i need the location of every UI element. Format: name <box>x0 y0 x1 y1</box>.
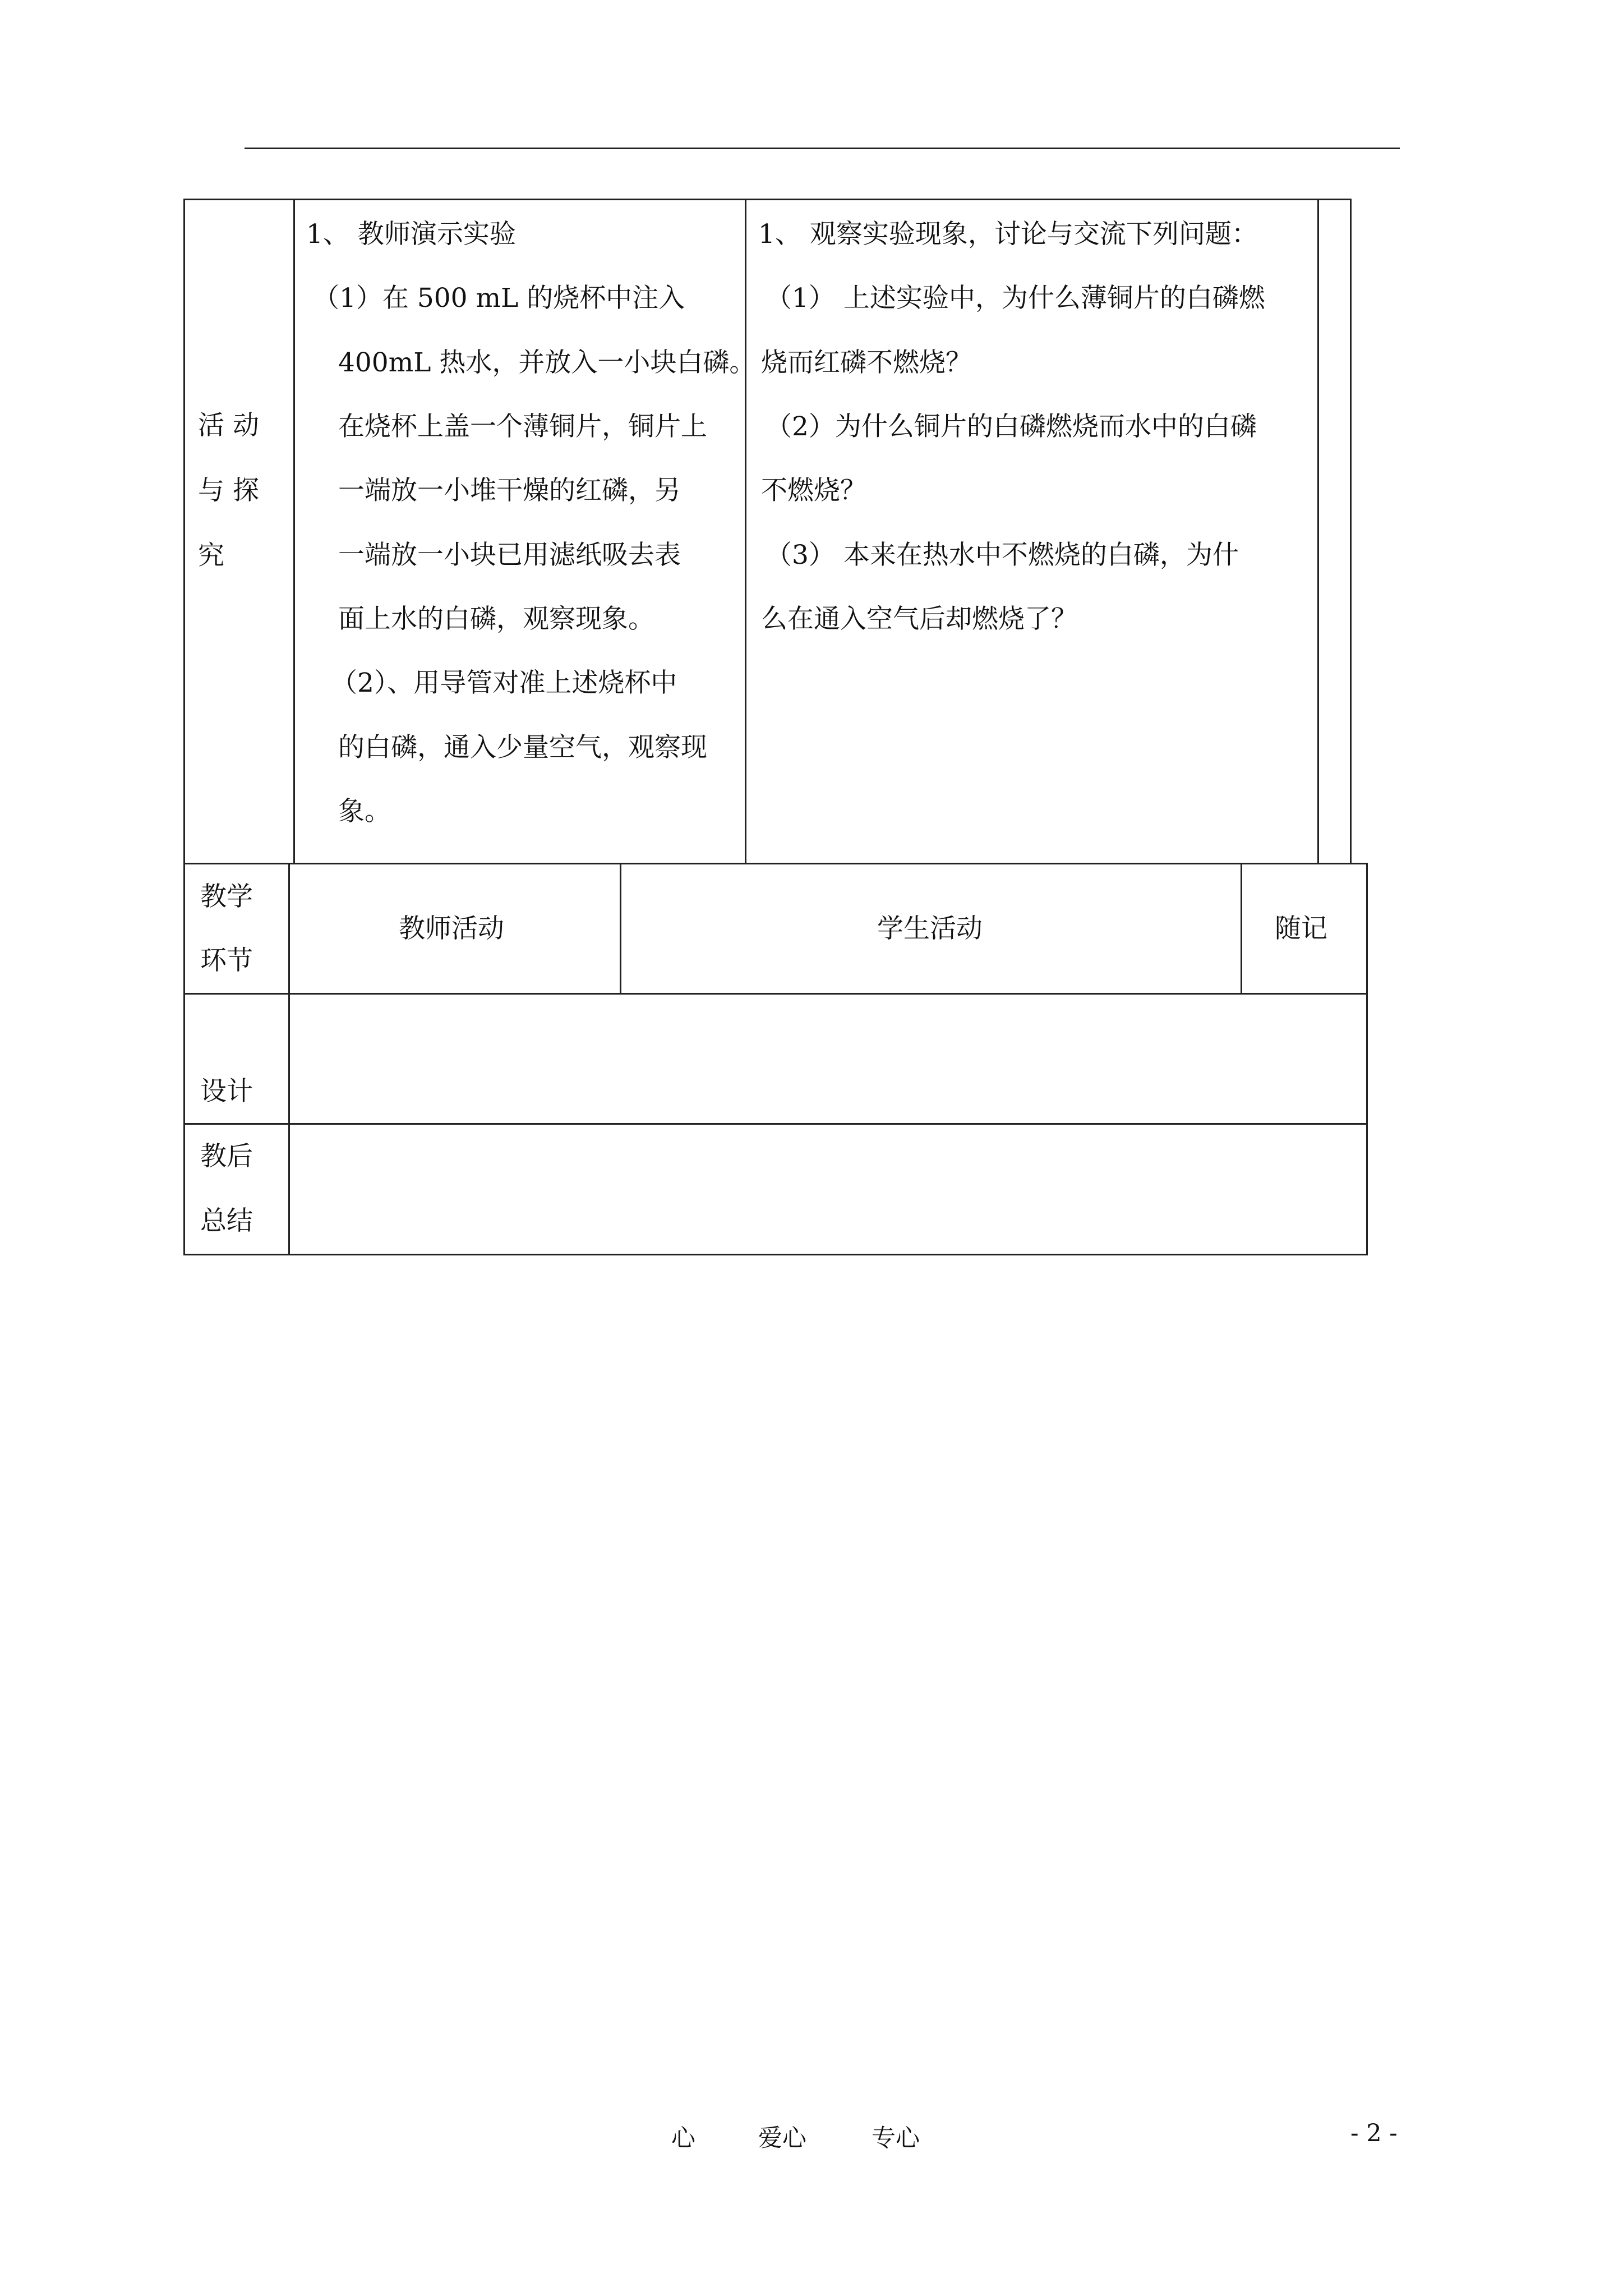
teacher-line-9: 的白磷，通入少量空气，观察现 <box>338 732 707 763</box>
summary-content-cell <box>288 1123 1368 1255</box>
teacher-line-4: 在烧杯上盖一个薄铜片，铜片上 <box>338 411 707 442</box>
design-content-cell <box>288 993 1368 1125</box>
summary-label-line-2: 总结 <box>200 1205 253 1236</box>
section-header-line-1: 教学 <box>200 881 253 912</box>
design-label: 设计 <box>200 1076 253 1107</box>
footer-right: 专心 <box>872 2124 920 2152</box>
student-line-3: 烧而红磷不燃烧？ <box>761 347 972 378</box>
student-line-5: 不燃烧？ <box>761 475 866 506</box>
teacher-activity-header: 教师活动 <box>399 913 504 944</box>
teacher-line-6: 一端放一小块已用滤纸吸去表 <box>338 540 681 570</box>
activity-label-line-2: 与 探 <box>198 475 259 506</box>
student-line-6: （3） 本来在热水中不燃烧的白磷，为什 <box>766 540 1239 570</box>
notes-cell <box>1317 199 1352 864</box>
student-activity-header: 学生活动 <box>877 913 983 944</box>
notes-header: 随记 <box>1275 913 1327 944</box>
student-line-2: （1） 上述实验中，为什么薄铜片的白磷燃 <box>766 283 1265 314</box>
teacher-line-1: 1、 教师演示实验 <box>306 219 516 250</box>
teacher-line-2: （1）在 500 mL 的烧杯中注入 <box>313 283 685 314</box>
student-line-1: 1、 观察实验现象，讨论与交流下列问题： <box>758 219 1258 250</box>
teacher-line-8: （2）、用导管对准上述烧杯中 <box>331 668 677 698</box>
activity-label-line-1: 活 动 <box>198 410 259 441</box>
activity-label-line-3: 究 <box>198 540 224 571</box>
summary-label-line-1: 教后 <box>200 1141 253 1172</box>
footer-middle: 爱心 <box>758 2124 806 2152</box>
teacher-line-3: 400mL 热水，并放入一小块白磷。 <box>338 347 756 378</box>
teacher-line-10: 象。 <box>338 796 391 827</box>
activity-label-cell <box>183 199 295 864</box>
teacher-line-5: 一端放一小堆干燥的红磷，另 <box>338 475 681 506</box>
student-line-7: 么在通入空气后却燃烧了？ <box>761 604 1077 634</box>
page-number: - 2 - <box>1350 2119 1398 2147</box>
footer-left: 心 <box>671 2124 695 2152</box>
section-header-line-2: 环节 <box>200 945 253 976</box>
teacher-line-7: 面上水的白磷，观察现象。 <box>338 604 654 634</box>
student-line-4: （2）为什么铜片的白磷燃烧而水中的白磷 <box>766 411 1257 442</box>
header-rule <box>245 148 1400 149</box>
